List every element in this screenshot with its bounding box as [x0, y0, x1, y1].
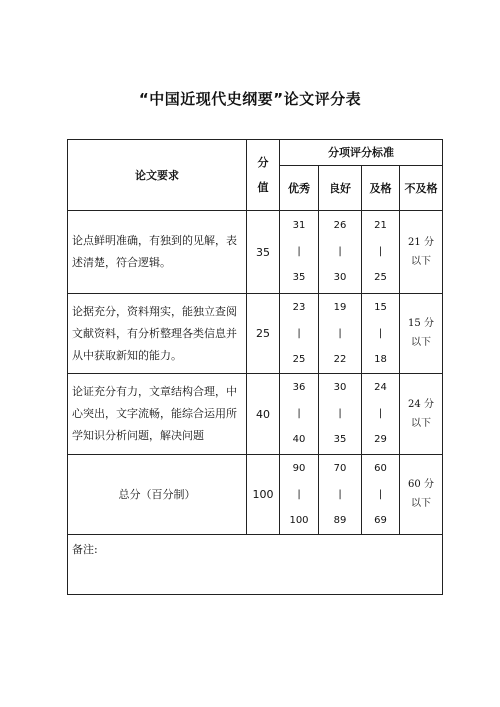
grade-range-excellent [280, 455, 319, 535]
range-start: 60 [374, 462, 387, 474]
page-title: “中国近现代史纲要”论文评分表 [138, 90, 362, 108]
grade-range-good [319, 455, 362, 535]
range-start: 30 [333, 382, 347, 393]
grade-range-pass [362, 211, 400, 294]
header-value [247, 140, 280, 211]
fail-threshold: 15 分 [408, 318, 434, 329]
range-end: 25 [292, 353, 306, 365]
range-start: 19 [333, 301, 347, 313]
requirement-cell: 论证充分有力，文章结构合理，中心突出，文字流畅，能综合运用所学知识分析问题，解决问题 [68, 374, 247, 455]
range-separator: | [338, 327, 342, 339]
grade-fail-cell [400, 374, 443, 455]
header-value-bottom: 值 [257, 181, 269, 194]
range-end: 29 [374, 434, 387, 445]
range-separator: | [338, 246, 342, 257]
value-cell: 35 [247, 211, 280, 294]
range-separator: | [378, 246, 383, 257]
range-separator: | [378, 488, 383, 500]
range-end: 89 [333, 514, 347, 526]
range-end: 40 [292, 434, 306, 445]
grade-range-good [319, 211, 362, 294]
range-end: 18 [374, 353, 387, 365]
range-start: 23 [292, 301, 306, 313]
range-start: 15 [374, 301, 387, 313]
range-start: 70 [333, 462, 347, 474]
grade-range-pass [362, 294, 400, 374]
range-end: 35 [292, 272, 306, 283]
range-end: 30 [333, 272, 347, 283]
table-row-total [68, 455, 443, 535]
notes-row [68, 535, 443, 595]
grade-range-good [319, 374, 362, 455]
grade-range-pass [362, 374, 400, 455]
range-separator: | [297, 488, 301, 500]
header-grade-excellent: 优秀 [280, 166, 319, 211]
grade-fail-cell [400, 455, 443, 535]
grade-range-good [319, 294, 362, 374]
grade-range-excellent [280, 211, 319, 294]
grade-range-excellent [280, 294, 319, 374]
grading-table [67, 139, 443, 595]
fail-below: 以下 [411, 255, 431, 267]
fail-threshold: 21 分 [408, 236, 434, 248]
range-start: 26 [333, 220, 347, 231]
range-start: 31 [292, 220, 306, 231]
table-row [68, 374, 443, 455]
range-separator: | [378, 408, 383, 419]
fail-below: 以下 [411, 417, 431, 429]
header-requirement: 论文要求 [68, 140, 247, 211]
header-grade-fail: 不及格 [400, 166, 443, 211]
range-start: 90 [292, 462, 306, 474]
fail-below: 以下 [411, 498, 431, 509]
range-start: 21 [374, 220, 387, 231]
range-end: 22 [333, 353, 347, 365]
fail-below: 以下 [411, 337, 431, 348]
range-start: 24 [374, 382, 387, 393]
table-row [68, 211, 443, 294]
header-grade-pass: 及格 [362, 166, 400, 211]
range-end: 25 [374, 272, 387, 283]
header-standard: 分项评分标准 [280, 140, 443, 166]
header-value-top: 分 [257, 156, 269, 169]
range-separator: | [297, 408, 301, 419]
range-end: 69 [374, 514, 387, 526]
range-end: 100 [289, 514, 309, 526]
range-start: 36 [292, 382, 306, 393]
table-row [68, 294, 443, 374]
grade-fail-cell [400, 211, 443, 294]
header-grade-good: 良好 [319, 166, 362, 211]
grade-range-excellent [280, 374, 319, 455]
fail-threshold: 24 分 [408, 398, 434, 410]
value-cell: 25 [247, 294, 280, 374]
range-separator: | [338, 408, 342, 419]
requirement-cell: 论点鲜明准确，有独到的见解，表述清楚，符合逻辑。 [68, 211, 247, 294]
range-separator: | [297, 246, 301, 257]
total-label: 总分（百分制） [68, 455, 247, 535]
value-cell: 40 [247, 374, 280, 455]
requirement-cell: 论据充分，资料翔实，能独立查阅文献资料，有分析整理各类信息并从中获取新知的能力。 [68, 294, 247, 374]
grade-fail-cell [400, 294, 443, 374]
grade-range-pass [362, 455, 400, 535]
notes-label: 备注: [68, 535, 443, 595]
range-separator: | [378, 327, 383, 339]
range-end: 35 [333, 434, 347, 445]
range-separator: | [338, 488, 342, 500]
range-separator: | [297, 327, 301, 339]
value-cell: 100 [247, 455, 280, 535]
fail-threshold: 60 分 [408, 479, 434, 490]
